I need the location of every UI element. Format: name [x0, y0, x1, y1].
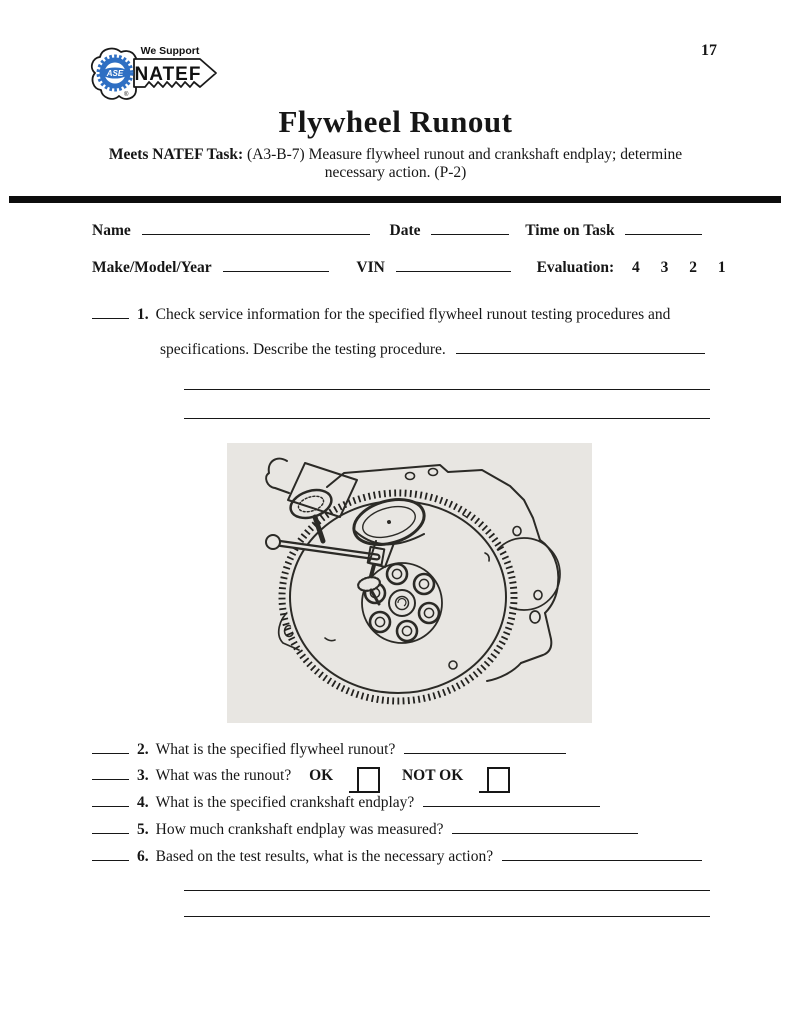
- not-ok-checkbox: [479, 767, 510, 793]
- question-6-answer-line-3: [184, 916, 710, 917]
- question-6-number: 6.: [137, 848, 149, 865]
- ok-label: OK: [309, 767, 334, 784]
- ok-checkbox-box: [357, 767, 380, 791]
- logo-support-text: We Support: [140, 45, 200, 57]
- question-1-text: Check service information for the specified flywheel runout testing procedures and: [155, 306, 671, 323]
- question-3-grade-line: [92, 766, 129, 780]
- not-ok-checkbox-box: [487, 767, 510, 791]
- time-on-task-field-line: [625, 221, 702, 235]
- question-5-text: How much crankshaft endplay was measured?: [155, 821, 444, 838]
- evaluation-label: Evaluation:: [536, 259, 615, 276]
- page-number: 17: [701, 42, 717, 59]
- natef-key-icon: [88, 42, 224, 108]
- evaluation-score-1: 1: [717, 259, 726, 276]
- question-4-text: What is the specified crankshaft endplay?: [155, 794, 415, 811]
- form-row-1: [92, 221, 702, 240]
- question-4-grade-line: [92, 793, 129, 807]
- question-1-text-continued: specifications. Describe the testing procedure.: [160, 341, 446, 358]
- logo-registered-mark: ®: [124, 92, 129, 98]
- form-row-2: [92, 258, 726, 277]
- natef-logo: [88, 42, 224, 113]
- name-label: Name: [92, 222, 131, 239]
- question-4: [92, 793, 600, 812]
- question-2-text: What is the specified flywheel runout?: [155, 741, 396, 758]
- question-5-answer-line: [452, 820, 638, 834]
- question-2-answer-line: [404, 740, 566, 754]
- evaluation-score-4: 4: [631, 259, 640, 276]
- ok-checkbox: [349, 767, 380, 793]
- logo-natef-text: NATEF: [134, 64, 202, 85]
- flywheel-hub-bolts: [362, 563, 442, 643]
- date-label: Date: [389, 222, 421, 239]
- question-2-number: 2.: [137, 741, 149, 758]
- question-5-grade-line: [92, 820, 129, 834]
- question-3-text: What was the runout?: [155, 767, 292, 784]
- make-model-year-label: Make/Model/Year: [92, 259, 212, 276]
- question-1-line-2: [160, 340, 705, 359]
- name-field-line: [142, 221, 370, 235]
- question-6-answer-line-2: [184, 890, 710, 891]
- question-2-grade-line: [92, 740, 129, 754]
- question-4-number: 4.: [137, 794, 149, 811]
- question-1-answer-line-2: [184, 389, 710, 390]
- page-title: Flywheel Runout: [278, 104, 513, 139]
- natef-task-line2: necessary action. (P-2): [324, 164, 467, 181]
- natef-task-line1: [0, 146, 791, 164]
- not-ok-label: NOT OK: [401, 767, 464, 784]
- natef-task-text: (A3-B-7) Measure flywheel runout and crankshaft endplay; determine: [247, 146, 683, 163]
- question-6-text: Based on the test results, what is the necessary action?: [155, 848, 494, 865]
- question-3: [92, 766, 510, 793]
- question-5: [92, 820, 638, 839]
- question-1-answer-line: [456, 340, 705, 354]
- ase-text: ASE: [106, 69, 124, 78]
- flywheel-illustration-image: [227, 443, 592, 723]
- question-1-line-1: [92, 305, 670, 324]
- evaluation-score-3: 3: [660, 259, 669, 276]
- figure-flywheel-dial-indicator: [227, 443, 592, 723]
- question-4-answer-line: [423, 793, 600, 807]
- time-on-task-label: Time on Task: [525, 222, 615, 239]
- question-2: [92, 740, 566, 759]
- vin-field-line: [396, 258, 511, 272]
- divider-rule: [9, 196, 781, 203]
- make-model-year-field-line: [223, 258, 329, 272]
- question-6: [92, 847, 702, 866]
- question-6-grade-line: [92, 847, 129, 861]
- question-3-number: 3.: [137, 767, 149, 784]
- vin-label: VIN: [356, 259, 385, 276]
- evaluation-score-2: 2: [689, 259, 697, 276]
- question-1-number: 1.: [137, 306, 149, 323]
- date-field-line: [431, 221, 509, 235]
- question-1-answer-line-3: [184, 418, 710, 419]
- question-5-number: 5.: [137, 821, 149, 838]
- natef-task-label: Meets NATEF Task:: [108, 146, 244, 163]
- question-1-grade-line: [92, 305, 129, 319]
- question-6-answer-line: [502, 847, 702, 861]
